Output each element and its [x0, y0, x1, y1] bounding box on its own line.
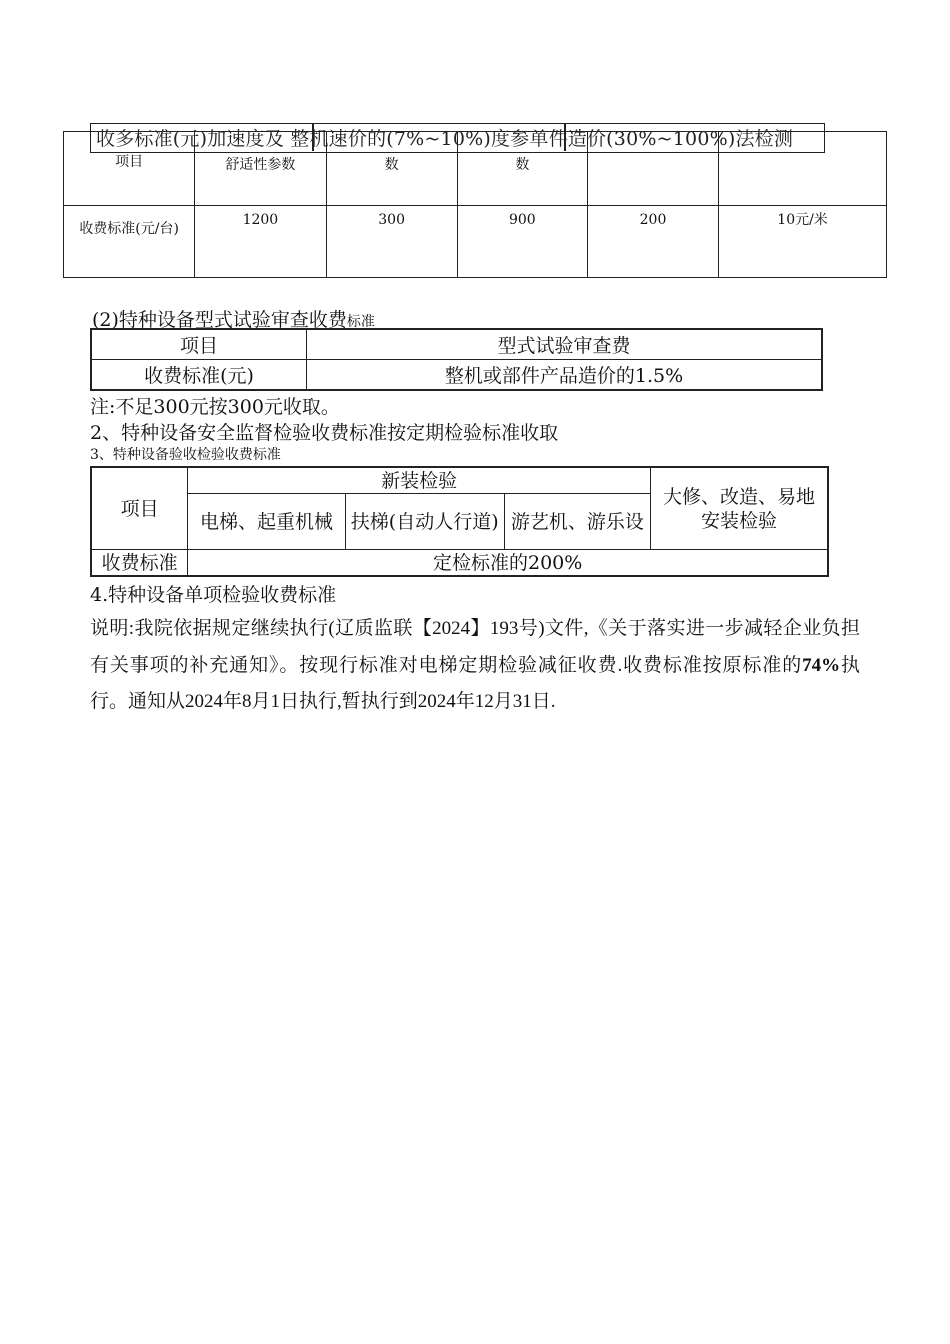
table-cell: 大修、改造、易地安装检验 [651, 467, 829, 550]
table-row [91, 550, 828, 577]
table-cell: 收费标准 [91, 550, 188, 577]
description-bold-rate: 74% [802, 654, 841, 676]
section-4-line: 4.特种设备单项检验收费标准 [90, 584, 337, 606]
table-cell: 定检标准的200% [188, 550, 828, 577]
note-text: 注:不足300元按300元收取。 [90, 396, 340, 418]
description-paragraph [90, 611, 860, 721]
section-title-small: 标准 [346, 314, 375, 330]
table-cell: 扶梯(自动人行道) [345, 494, 504, 550]
table-cell: 200 [587, 206, 718, 278]
overlap-header-text: 收多标准(元)加速度及 整机速价的(7%~10%)度参单件造价(30%~100%)法检测 [96, 128, 794, 150]
fee-table-top [63, 131, 887, 278]
table-cell: 1200 [195, 206, 326, 278]
table-cell: 项目 [91, 329, 307, 360]
table-cell: 900 [457, 206, 587, 278]
description-part1: 说明:我院依据规定继续执行(辽质监联【2024】193号)文件,《关于落实进一步减轻企业负担有关事项的补充通知》。按现行标准对电梯定期检验减征收费.收费标准按原标准的 [90, 618, 860, 676]
table-cell: 项目 [64, 132, 195, 206]
type-test-fee-table [90, 328, 823, 391]
description-part2: 执行。通知从2024年8月1日执行,暂执行到2024年12月31日. [90, 654, 860, 712]
table-cell: 电梯、起重机械 [188, 494, 345, 550]
table-cell: 型式试验审查费 [307, 329, 823, 360]
table-cell: 整机或部件产品造价的1.5% [307, 360, 823, 391]
table-cell: 收费标准(元) [91, 360, 307, 391]
section-3-line: 3、特种设备验收检验收费标准 [90, 447, 281, 463]
table-row [91, 467, 828, 494]
table-cell: 游艺机、游乐设 [504, 494, 650, 550]
table-cell: 数 [457, 132, 587, 206]
table-row [91, 329, 822, 360]
table-cell: 项目 [91, 467, 188, 550]
table-cell: 10元/米 [719, 206, 887, 278]
section-2-line: 2、特种设备安全监督检验收费标准按定期检验标准收取 [90, 422, 559, 444]
acceptance-fee-table [90, 466, 829, 577]
table-cell: 收费标准(元/台) [64, 206, 195, 278]
section-title-main: (2)特种设备型式试验审查收费 [92, 309, 347, 331]
table-row [91, 360, 822, 391]
table-cell: 舒适性参数 [195, 132, 326, 206]
table-row [64, 206, 887, 278]
table-cell: 新装检验 [188, 467, 651, 494]
table-cell: 数 [326, 132, 457, 206]
table-cell: 300 [326, 206, 457, 278]
